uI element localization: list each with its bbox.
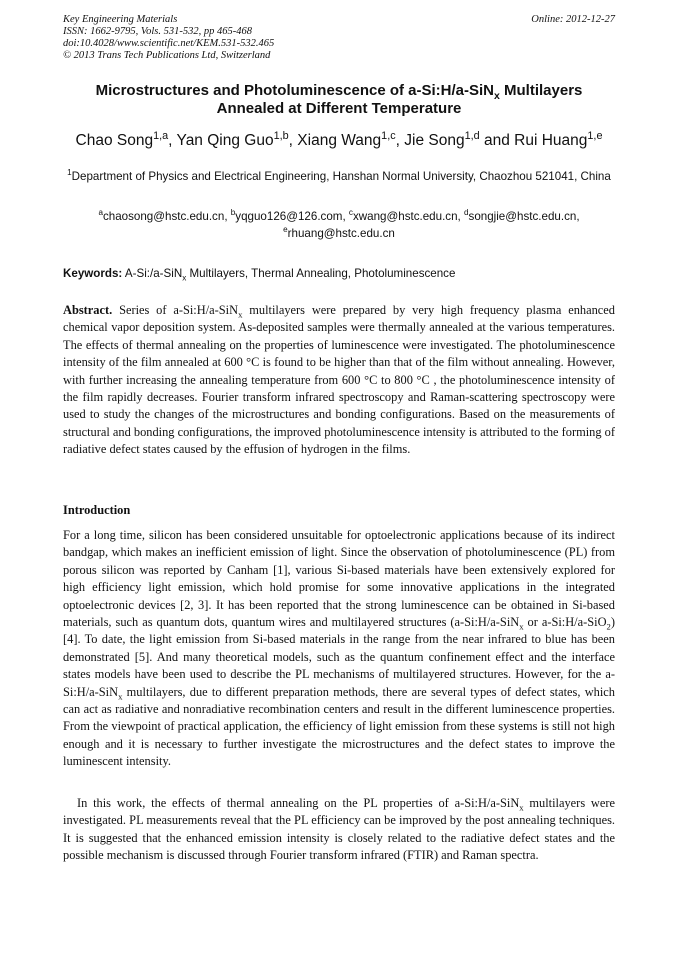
keywords	[63, 266, 615, 282]
abstract	[63, 302, 615, 459]
journal-copyright: © 2013 Trans Tech Publications Ltd, Switzerland	[63, 50, 271, 61]
paragraph-text: For a long time, silicon has been considered unsuitable for optoelectronic applications because of its indirect bandgap, which makes an inefficient emission of light. Since the observation of photoluminescence (PL) from porous silicon was reported by Canham [1], various Si-based materials have been extensively explored for high efficiency light emission, which hold promise for some innovative applications in the integrated optoelectronic devices [2, 3]. It has been reported that the strong luminescence can be obtained in Si-based materials, such as quantum dots, quantum wires and multilayered structures (a-Si:H/a-SiN	[63, 528, 615, 630]
paragraph-text: multilayers were investigated. PL measurements reveal that the PL efficiency can be improved by the post annealing techniques. It is suggested that the enhanced emission intensity is closely related to the radiative defect states and the possible mechanism is discussed through Fourier transform infrared (FTIR) and Raman spectra.	[63, 796, 615, 863]
keywords-text: A-Si:/a-SiN	[122, 267, 183, 280]
author-list	[63, 131, 615, 151]
email-mark: d	[464, 208, 469, 218]
author	[297, 129, 405, 149]
section-heading-introduction: Introduction	[63, 503, 131, 517]
author-name: Chao Song	[75, 132, 154, 149]
email-list	[63, 208, 615, 242]
author-name: Xiang Wang	[297, 132, 382, 149]
author-affil-mark: 1,c	[381, 129, 396, 142]
subscript: 2	[606, 621, 611, 632]
paragraph-text: In this work, the effects of thermal annealing on the PL properties of a-Si:H/a-SiN	[77, 796, 520, 810]
author-separator: ,	[288, 132, 298, 149]
email-entry	[464, 210, 580, 223]
author-separator: and	[479, 132, 515, 149]
email-separator: ,	[576, 210, 580, 223]
title-line-2: Annealed at Different Temperature	[216, 100, 462, 117]
title-text: Microstructures and Photoluminescence of a-Si:H/a-SiN	[95, 82, 495, 99]
author-name: Jie Song	[404, 132, 465, 149]
email-mark: b	[230, 208, 236, 218]
email-mark: a	[98, 208, 103, 218]
subscript: x	[118, 691, 123, 702]
title-line-1	[63, 82, 615, 100]
subscript: x	[519, 802, 524, 813]
affiliation	[63, 168, 615, 185]
author	[514, 129, 603, 149]
author-affil-mark: 1,e	[587, 129, 603, 142]
author-affil-mark: 1,a	[153, 129, 169, 142]
email-entry	[349, 210, 464, 223]
title-subscript: x	[494, 90, 500, 102]
keywords-label: Keywords:	[63, 267, 123, 280]
journal-issn: ISSN: 1662-9795, Vols. 531-532, pp 465-468	[63, 26, 252, 37]
title-text: Multilayers	[499, 82, 583, 99]
email-entry	[98, 210, 230, 223]
author-name: Yan Qing Guo	[176, 132, 274, 149]
email-separator: ,	[224, 210, 231, 223]
email-separator: ,	[457, 210, 464, 223]
abstract-text: Series of a-Si:H/a-SiN	[112, 303, 239, 317]
author-affil-mark: 1,d	[464, 129, 480, 142]
email-separator: ,	[342, 210, 349, 223]
paragraph-text: ) [4]. To date, the light emission from Si-based materials in the range from the near infrared to blue has been demonstrated [5]. And many theoretical models, such as the quantum confinement effect and the interface states models have been used to describe the PL mechanisms of multilayered structures. However, for the a-Si:H/a-SiN	[63, 615, 616, 699]
abstract-label: Abstract.	[63, 303, 113, 317]
author-affil-mark: 1,b	[273, 129, 289, 142]
email-entry	[283, 227, 395, 240]
introduction-paragraph-1	[63, 527, 615, 771]
keywords-subscript: x	[182, 273, 187, 283]
author	[176, 129, 298, 149]
abstract-text: multilayers were prepared by very high frequency plasma enhanced chemical vapor deposition system. As-deposited samples were thermally annealed at the various temperatures. The effects of thermal annealing on the properties of luminescence were investigated. The photoluminescence intensity of the film annealed at 600 °C is found to be higher than that of the film without annealing. However, with further increasing the annealing temperature from 600 °C to 800 °C , the photoluminescence intensity of the film rapidly decreases. Fourier transform infrared spectroscopy and Raman-scattering spectroscopy were used to study the changes of the microstructures and bonding configurations. Based on the measurements of structural and bonding configurations, the improved photoluminescence intensity is attributed to the forming of radiative defect states caused by the effusion of hydrogen in the films.	[63, 303, 615, 457]
email-address: songjie@hstc.edu.cn	[468, 210, 577, 223]
online-date: Online: 2012-12-27	[531, 14, 615, 25]
affiliation-mark: 1	[67, 168, 72, 178]
paragraph-text: multilayers, due to different preparation methods, there are several types of defect states, which can act as radiative and nonradiative recombination centers and result in the different luminescence properties. From the viewpoint of practical application, the efficiency of light emission from these systems is still not high enough and it is necessary to further investigate the microstructures and the defect states to improve the luminescent intensity.	[63, 684, 615, 769]
author-separator: ,	[168, 132, 177, 149]
author-separator: ,	[395, 132, 405, 149]
email-address: rhuang@hstc.edu.cn	[287, 227, 395, 240]
abstract-subscript: x	[238, 309, 243, 320]
keywords-text: Multilayers, Thermal Annealing, Photoluminescence	[186, 267, 456, 280]
journal-doi: doi:10.4028/www.scientific.net/KEM.531-532.465	[63, 38, 275, 49]
paper-title	[63, 82, 615, 118]
paragraph-text: or a-Si:H/a-SiO	[523, 615, 607, 630]
email-mark: e	[283, 225, 288, 235]
author-name: Rui Huang	[514, 132, 588, 149]
journal-header	[63, 14, 615, 62]
email-mark: c	[348, 208, 353, 218]
affiliation-text: Department of Physics and Electrical Engineering, Hanshan Normal University, Chaozhou 521041, China	[71, 170, 611, 183]
email-address: chaosong@hstc.edu.cn	[102, 210, 225, 223]
email-address: xwang@hstc.edu.cn	[352, 210, 458, 223]
subscript: x	[519, 621, 524, 632]
email-address: yqguo126@126.com	[235, 210, 343, 223]
author	[75, 129, 177, 149]
introduction-paragraph-2	[63, 795, 615, 865]
email-entry	[231, 210, 349, 223]
journal-name: Key Engineering Materials	[63, 14, 178, 25]
author	[404, 129, 515, 149]
